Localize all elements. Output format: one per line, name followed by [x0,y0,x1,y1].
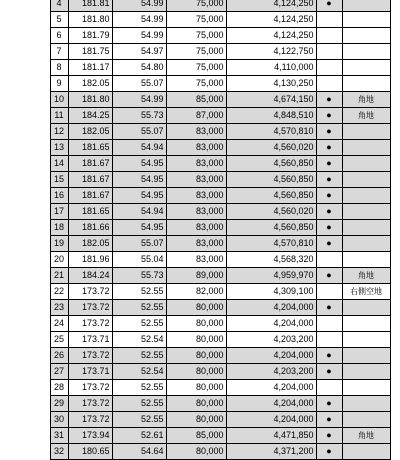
lot-number-cell[interactable]: 21 [50,268,68,284]
note-cell[interactable] [342,300,390,316]
total-price-cell[interactable]: 4,570,810 [226,124,316,140]
row-margin [0,172,50,188]
mark-cell[interactable]: ● [316,444,342,460]
mark-cell[interactable] [316,284,342,300]
table-row[interactable] [0,300,390,316]
table-row[interactable] [0,124,390,140]
area-m2-cell[interactable]: 181.65 [68,204,112,220]
area-m2-cell[interactable]: 173.72 [68,380,112,396]
unit-price-cell[interactable]: 83,000 [166,236,226,252]
area-tsubo-cell[interactable]: 54.99 [112,12,166,28]
total-price-cell[interactable]: 4,124,250 [226,12,316,28]
area-m2-cell[interactable]: 181.67 [68,188,112,204]
area-m2-cell[interactable]: 173.72 [68,412,112,428]
table-row[interactable] [0,396,390,412]
note-cell[interactable] [342,140,390,156]
total-price-cell[interactable]: 4,560,850 [226,220,316,236]
note-cell[interactable] [342,156,390,172]
table-row[interactable] [0,60,390,76]
row-margin [0,60,50,76]
unit-price-cell[interactable]: 75,000 [166,60,226,76]
total-price-cell[interactable]: 4,309,100 [226,284,316,300]
note-cell[interactable] [342,28,390,44]
area-tsubo-cell[interactable]: 52.54 [112,332,166,348]
mark-cell[interactable]: ● [316,348,342,364]
total-price-cell[interactable]: 4,204,000 [226,412,316,428]
note-cell[interactable] [342,348,390,364]
total-price-cell[interactable]: 4,560,020 [226,204,316,220]
row-margin [0,364,50,380]
area-m2-cell[interactable]: 173.71 [68,364,112,380]
unit-price-cell[interactable]: 87,000 [166,108,226,124]
row-margin [0,140,50,156]
row-margin [0,92,50,108]
area-tsubo-cell[interactable]: 52.61 [112,428,166,444]
total-price-cell[interactable]: 4,204,000 [226,316,316,332]
area-m2-cell[interactable]: 181.67 [68,172,112,188]
row-margin [0,284,50,300]
lot-number-cell[interactable]: 27 [50,364,68,380]
note-cell[interactable] [342,332,390,348]
mark-cell[interactable]: ● [316,236,342,252]
mark-cell[interactable] [316,12,342,28]
note-cell[interactable]: 右側空地 [342,284,390,300]
table-row[interactable] [0,364,390,380]
area-tsubo-cell[interactable]: 52.55 [112,412,166,428]
table-row[interactable] [0,188,390,204]
area-tsubo-cell[interactable]: 54.94 [112,204,166,220]
area-tsubo-cell[interactable]: 54.95 [112,156,166,172]
table-row[interactable] [0,236,390,252]
row-margin [0,204,50,220]
total-price-cell[interactable]: 4,560,850 [226,188,316,204]
mark-cell[interactable]: ● [316,204,342,220]
total-price-cell[interactable]: 4,122,750 [226,44,316,60]
area-tsubo-cell[interactable]: 52.55 [112,396,166,412]
table-row[interactable] [0,76,390,92]
table-row[interactable] [0,204,390,220]
row-margin [0,268,50,284]
total-price-cell[interactable]: 4,204,000 [226,380,316,396]
mark-cell[interactable]: ● [316,300,342,316]
note-cell[interactable] [342,236,390,252]
note-cell[interactable] [342,252,390,268]
total-price-cell[interactable]: 4,560,850 [226,156,316,172]
mark-cell[interactable]: ● [316,396,342,412]
unit-price-cell[interactable]: 75,000 [166,28,226,44]
note-cell[interactable] [342,12,390,28]
note-cell[interactable] [342,396,390,412]
note-cell[interactable] [342,220,390,236]
area-m2-cell[interactable]: 181.17 [68,60,112,76]
area-m2-cell[interactable]: 184.25 [68,108,112,124]
unit-price-cell[interactable]: 80,000 [166,332,226,348]
unit-price-cell[interactable]: 80,000 [166,300,226,316]
unit-price-cell[interactable]: 83,000 [166,172,226,188]
table-row[interactable] [0,316,390,332]
row-margin [0,316,50,332]
lot-number-cell[interactable]: 4 [50,0,68,12]
area-m2-cell[interactable]: 181.67 [68,156,112,172]
total-price-cell[interactable]: 4,124,250 [226,28,316,44]
lot-number-cell[interactable]: 14 [50,156,68,172]
unit-price-cell[interactable]: 83,000 [166,124,226,140]
mark-cell[interactable]: ● [316,188,342,204]
unit-price-cell[interactable]: 75,000 [166,76,226,92]
mark-cell[interactable]: ● [316,364,342,380]
lot-number-cell[interactable]: 20 [50,252,68,268]
unit-price-cell[interactable]: 80,000 [166,380,226,396]
area-m2-cell[interactable]: 173.72 [68,316,112,332]
table-row[interactable] [0,220,390,236]
area-m2-cell[interactable]: 182.05 [68,236,112,252]
row-margin [0,220,50,236]
area-m2-cell[interactable]: 182.05 [68,76,112,92]
mark-cell[interactable]: ● [316,0,342,12]
lot-number-cell[interactable]: 16 [50,188,68,204]
table-row[interactable] [0,444,390,460]
area-m2-cell[interactable]: 181.75 [68,44,112,60]
area-tsubo-cell[interactable]: 52.55 [112,348,166,364]
mark-cell[interactable]: ● [316,220,342,236]
mark-cell[interactable] [316,332,342,348]
area-tsubo-cell[interactable]: 54.99 [112,92,166,108]
unit-price-cell[interactable]: 85,000 [166,92,226,108]
unit-price-cell[interactable]: 85,000 [166,428,226,444]
mark-cell[interactable]: ● [316,412,342,428]
mark-cell[interactable] [316,28,342,44]
row-margin [0,188,50,204]
area-m2-cell[interactable]: 184.24 [68,268,112,284]
unit-price-cell[interactable]: 75,000 [166,44,226,60]
lot-number-cell[interactable]: 22 [50,284,68,300]
row-margin [0,300,50,316]
table-row[interactable] [0,140,390,156]
mark-cell[interactable]: ● [316,172,342,188]
table-row[interactable] [0,428,390,444]
row-margin [0,28,50,44]
lot-number-cell[interactable]: 13 [50,140,68,156]
area-tsubo-cell[interactable]: 55.73 [112,268,166,284]
total-price-cell[interactable]: 4,674,150 [226,92,316,108]
table-row[interactable] [0,0,390,12]
lot-number-cell[interactable]: 26 [50,348,68,364]
mark-cell[interactable]: ● [316,124,342,140]
area-tsubo-cell[interactable]: 52.54 [112,364,166,380]
total-price-cell[interactable]: 4,959,970 [226,268,316,284]
area-m2-cell[interactable]: 181.65 [68,140,112,156]
lot-number-cell[interactable]: 19 [50,236,68,252]
table-row[interactable] [0,332,390,348]
note-cell[interactable] [342,412,390,428]
area-tsubo-cell[interactable]: 54.95 [112,220,166,236]
lot-number-cell[interactable]: 31 [50,428,68,444]
unit-price-cell[interactable]: 83,000 [166,140,226,156]
area-tsubo-cell[interactable]: 54.94 [112,140,166,156]
total-price-cell[interactable]: 4,570,810 [226,236,316,252]
row-margin [0,252,50,268]
unit-price-cell[interactable]: 80,000 [166,412,226,428]
note-cell[interactable] [342,44,390,60]
mark-cell[interactable] [316,44,342,60]
lot-number-cell[interactable]: 11 [50,108,68,124]
lot-number-cell[interactable]: 15 [50,172,68,188]
area-m2-cell[interactable]: 181.81 [68,0,112,12]
total-price-cell[interactable]: 4,110,000 [226,60,316,76]
area-tsubo-cell[interactable]: 54.95 [112,188,166,204]
unit-price-cell[interactable]: 80,000 [166,444,226,460]
area-m2-cell[interactable]: 173.72 [68,348,112,364]
row-margin [0,444,50,460]
row-margin [0,156,50,172]
unit-price-cell[interactable]: 83,000 [166,220,226,236]
mark-cell[interactable] [316,252,342,268]
area-m2-cell[interactable]: 181.80 [68,12,112,28]
lot-number-cell[interactable]: 12 [50,124,68,140]
lot-number-cell[interactable]: 6 [50,28,68,44]
area-m2-cell[interactable]: 173.71 [68,332,112,348]
table-row[interactable] [0,284,390,300]
note-cell[interactable] [342,380,390,396]
lot-number-cell[interactable]: 25 [50,332,68,348]
area-tsubo-cell[interactable]: 54.99 [112,28,166,44]
note-cell[interactable] [342,76,390,92]
row-margin [0,428,50,444]
unit-price-cell[interactable]: 75,000 [166,12,226,28]
lot-number-cell[interactable]: 23 [50,300,68,316]
table-row[interactable] [0,156,390,172]
total-price-cell[interactable]: 4,204,000 [226,348,316,364]
unit-price-cell[interactable]: 83,000 [166,252,226,268]
lot-number-cell[interactable]: 32 [50,444,68,460]
row-margin [0,412,50,428]
area-m2-cell[interactable]: 173.94 [68,428,112,444]
area-m2-cell[interactable]: 173.72 [68,396,112,412]
unit-price-cell[interactable]: 83,000 [166,188,226,204]
area-tsubo-cell[interactable]: 55.73 [112,108,166,124]
note-cell[interactable] [342,188,390,204]
note-cell[interactable]: 角地 [342,92,390,108]
table-row[interactable] [0,92,390,108]
total-price-cell[interactable]: 4,560,020 [226,140,316,156]
row-margin [0,108,50,124]
area-m2-cell[interactable]: 173.72 [68,284,112,300]
lot-number-cell[interactable]: 18 [50,220,68,236]
area-tsubo-cell[interactable]: 54.64 [112,444,166,460]
area-tsubo-cell[interactable]: 52.55 [112,284,166,300]
area-tsubo-cell[interactable]: 52.55 [112,316,166,332]
lot-number-cell[interactable]: 24 [50,316,68,332]
table-row[interactable] [0,44,390,60]
table-row[interactable] [0,252,390,268]
table-row[interactable] [0,348,390,364]
lot-number-cell[interactable]: 29 [50,396,68,412]
unit-price-cell[interactable]: 89,000 [166,268,226,284]
row-margin [0,124,50,140]
area-tsubo-cell[interactable]: 54.99 [112,0,166,12]
total-price-cell[interactable]: 4,568,320 [226,252,316,268]
note-cell[interactable] [342,0,390,12]
row-margin [0,44,50,60]
unit-price-cell[interactable]: 80,000 [166,364,226,380]
unit-price-cell[interactable]: 80,000 [166,396,226,412]
lot-number-cell[interactable]: 30 [50,412,68,428]
mark-cell[interactable]: ● [316,92,342,108]
area-tsubo-cell[interactable]: 52.55 [112,380,166,396]
area-m2-cell[interactable]: 181.79 [68,28,112,44]
total-price-cell[interactable]: 4,204,000 [226,300,316,316]
area-m2-cell[interactable]: 181.96 [68,252,112,268]
mark-cell[interactable]: ● [316,140,342,156]
table-row[interactable] [0,268,390,284]
area-tsubo-cell[interactable]: 54.97 [112,44,166,60]
area-tsubo-cell[interactable]: 55.07 [112,124,166,140]
row-margin [0,332,50,348]
total-price-cell[interactable]: 4,471,850 [226,428,316,444]
row-margin [0,236,50,252]
note-cell[interactable] [342,316,390,332]
table-row[interactable] [0,412,390,428]
mark-cell[interactable] [316,380,342,396]
total-price-cell[interactable]: 4,848,510 [226,108,316,124]
lot-number-cell[interactable]: 9 [50,76,68,92]
mark-cell[interactable] [316,316,342,332]
note-cell[interactable] [342,172,390,188]
area-tsubo-cell[interactable]: 55.04 [112,252,166,268]
total-price-cell[interactable]: 4,130,250 [226,76,316,92]
row-margin [0,348,50,364]
lot-number-cell[interactable]: 5 [50,12,68,28]
area-tsubo-cell[interactable]: 52.55 [112,300,166,316]
area-m2-cell[interactable]: 181.66 [68,220,112,236]
mark-cell[interactable]: ● [316,268,342,284]
row-margin [0,380,50,396]
unit-price-cell[interactable]: 83,000 [166,156,226,172]
area-tsubo-cell[interactable]: 55.07 [112,236,166,252]
lot-number-cell[interactable]: 10 [50,92,68,108]
mark-cell[interactable]: ● [316,156,342,172]
row-margin [0,12,50,28]
total-price-cell[interactable]: 4,560,850 [226,172,316,188]
area-m2-cell[interactable]: 180.65 [68,444,112,460]
note-cell[interactable]: 角地 [342,428,390,444]
total-price-cell[interactable]: 4,203,200 [226,332,316,348]
unit-price-cell[interactable]: 80,000 [166,316,226,332]
mark-cell[interactable] [316,76,342,92]
unit-price-cell[interactable]: 83,000 [166,204,226,220]
total-price-cell[interactable]: 4,124,250 [226,0,316,12]
row-margin [0,76,50,92]
lot-number-cell[interactable]: 28 [50,380,68,396]
table-row[interactable] [0,108,390,124]
note-cell[interactable] [342,444,390,460]
area-m2-cell[interactable]: 173.72 [68,300,112,316]
note-cell[interactable] [342,204,390,220]
mark-cell[interactable]: ● [316,108,342,124]
row-margin [0,0,50,12]
lot-number-cell[interactable]: 17 [50,204,68,220]
total-price-cell[interactable]: 4,204,000 [226,396,316,412]
total-price-cell[interactable]: 4,203,200 [226,364,316,380]
table-row[interactable] [0,28,390,44]
note-cell[interactable] [342,124,390,140]
area-m2-cell[interactable]: 182.05 [68,124,112,140]
unit-price-cell[interactable]: 80,000 [166,348,226,364]
mark-cell[interactable]: ● [316,428,342,444]
table-row[interactable] [0,380,390,396]
lot-number-cell[interactable]: 8 [50,60,68,76]
area-tsubo-cell[interactable]: 54.80 [112,60,166,76]
area-tsubo-cell[interactable]: 54.95 [112,172,166,188]
mark-cell[interactable] [316,60,342,76]
area-tsubo-cell[interactable]: 55.07 [112,76,166,92]
lot-number-cell[interactable]: 7 [50,44,68,60]
note-cell[interactable] [342,364,390,380]
table-row[interactable] [0,12,390,28]
unit-price-cell[interactable]: 75,000 [166,0,226,12]
note-cell[interactable]: 角地 [342,268,390,284]
note-cell[interactable] [342,60,390,76]
total-price-cell[interactable]: 4,371,200 [226,444,316,460]
row-margin [0,396,50,412]
unit-price-cell[interactable]: 82,000 [166,284,226,300]
area-m2-cell[interactable]: 181.80 [68,92,112,108]
table-row[interactable] [0,172,390,188]
note-cell[interactable]: 角地 [342,108,390,124]
